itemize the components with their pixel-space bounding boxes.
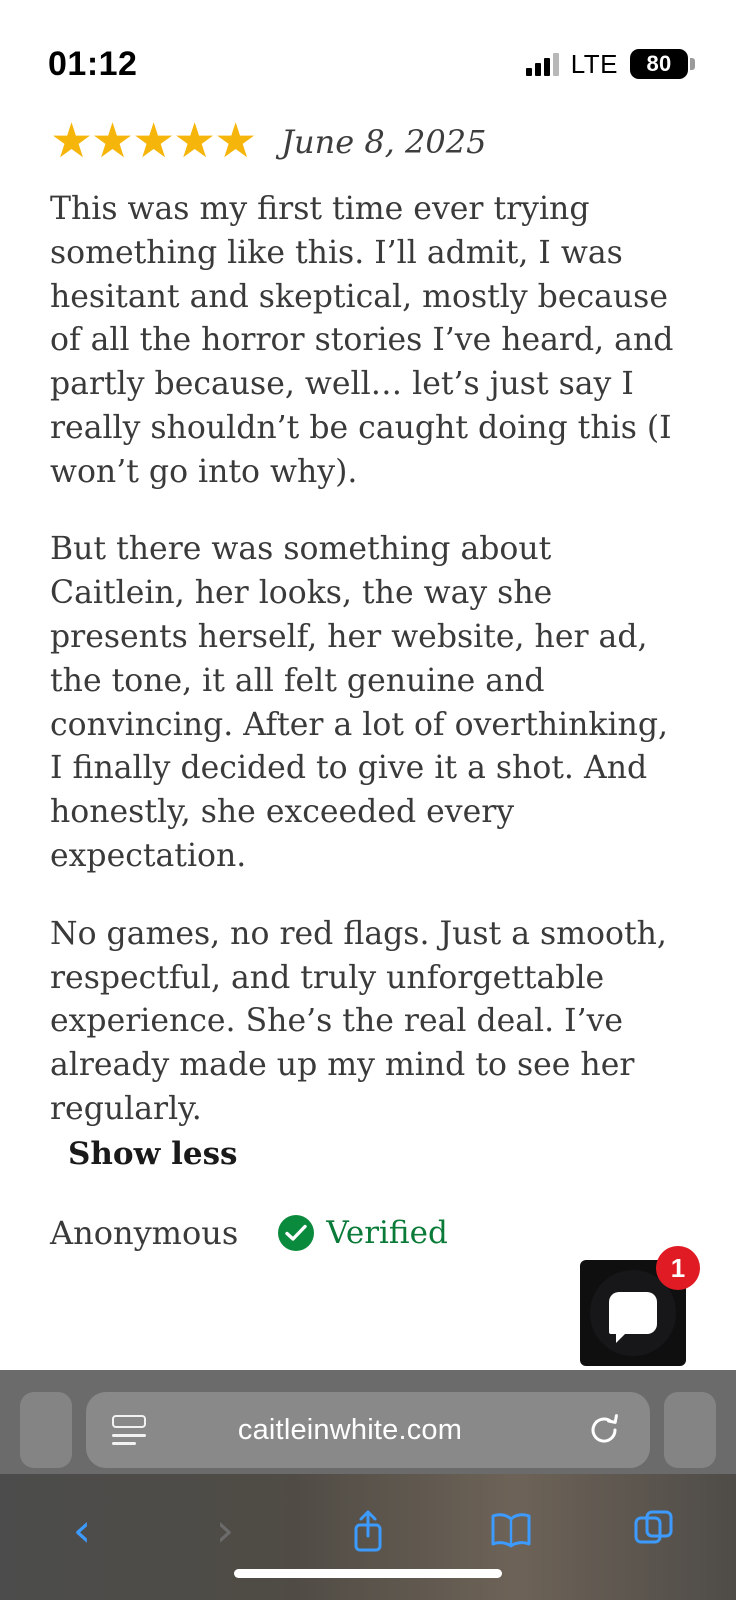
verified-badge-group	[278, 1215, 448, 1251]
bookmarks-button[interactable]	[475, 1498, 547, 1562]
browser-toolbar	[0, 1468, 736, 1562]
chat-bubble-icon	[609, 1292, 657, 1334]
chat-unread-badge: 1	[656, 1246, 700, 1290]
review-paragraph: No games, no red flags. Just a smooth, respectful, and truly unforgettable experience. She’s the real deal. I’ve already made up my mind to see her regularly.	[50, 915, 667, 1127]
url-bar-row	[0, 1370, 736, 1468]
status-bar-clock: 01:12	[48, 44, 138, 83]
tabs-icon	[633, 1509, 675, 1551]
chevron-right-icon: ›	[215, 1503, 235, 1557]
star-rating-icon: ★★★★★	[50, 115, 256, 168]
reload-icon[interactable]	[584, 1410, 624, 1450]
previous-tab-edge[interactable]	[20, 1392, 72, 1468]
review-footer	[50, 1214, 686, 1252]
review-paragraph: But there was something about Caitlein, her looks, the way she presents herself, her website, her ad, the tone, it all felt genuine and convincing. After a lot of overthinking, I finally decided to give it a shot. And honestly, she exceeded every expectation.	[50, 531, 669, 874]
home-indicator[interactable]	[234, 1569, 502, 1578]
review-date: June 8, 2025	[281, 123, 487, 161]
bookmarks-icon	[489, 1510, 533, 1550]
chevron-left-icon: ‹	[72, 1503, 92, 1557]
review-author: Anonymous	[50, 1213, 239, 1252]
review-paragraph: This was my first time ever trying something like this. I’ll admit, I was hesitant and skeptical, mostly because of all the horror stories I’ve heard, and partly because, well… let’s just say I really shouldn’t be caught doing this (I won’t go into why).	[50, 191, 674, 490]
review-text	[50, 188, 686, 1132]
review-card	[0, 115, 736, 1252]
battery-level-label: 80	[646, 51, 672, 76]
browser-chrome	[0, 1370, 736, 1600]
show-less-button[interactable]: Show less	[68, 1135, 238, 1172]
next-tab-edge[interactable]	[664, 1392, 716, 1468]
share-button[interactable]	[332, 1498, 404, 1562]
forward-button[interactable]	[189, 1498, 261, 1562]
chat-widget-button[interactable]	[580, 1252, 686, 1366]
network-type-label: LTE	[570, 48, 618, 79]
status-bar-indicators	[526, 49, 688, 80]
share-icon	[348, 1507, 388, 1553]
verified-label: Verified	[326, 1214, 448, 1251]
battery-icon	[630, 49, 688, 79]
address-bar-url: caitleinwhite.com	[237, 1413, 463, 1446]
review-header	[50, 115, 686, 168]
check-circle-icon	[278, 1215, 314, 1251]
back-button[interactable]	[46, 1498, 118, 1562]
tabs-button[interactable]	[618, 1498, 690, 1562]
cellular-signal-icon	[526, 52, 559, 76]
status-bar	[0, 0, 736, 100]
address-bar[interactable]	[86, 1392, 650, 1468]
